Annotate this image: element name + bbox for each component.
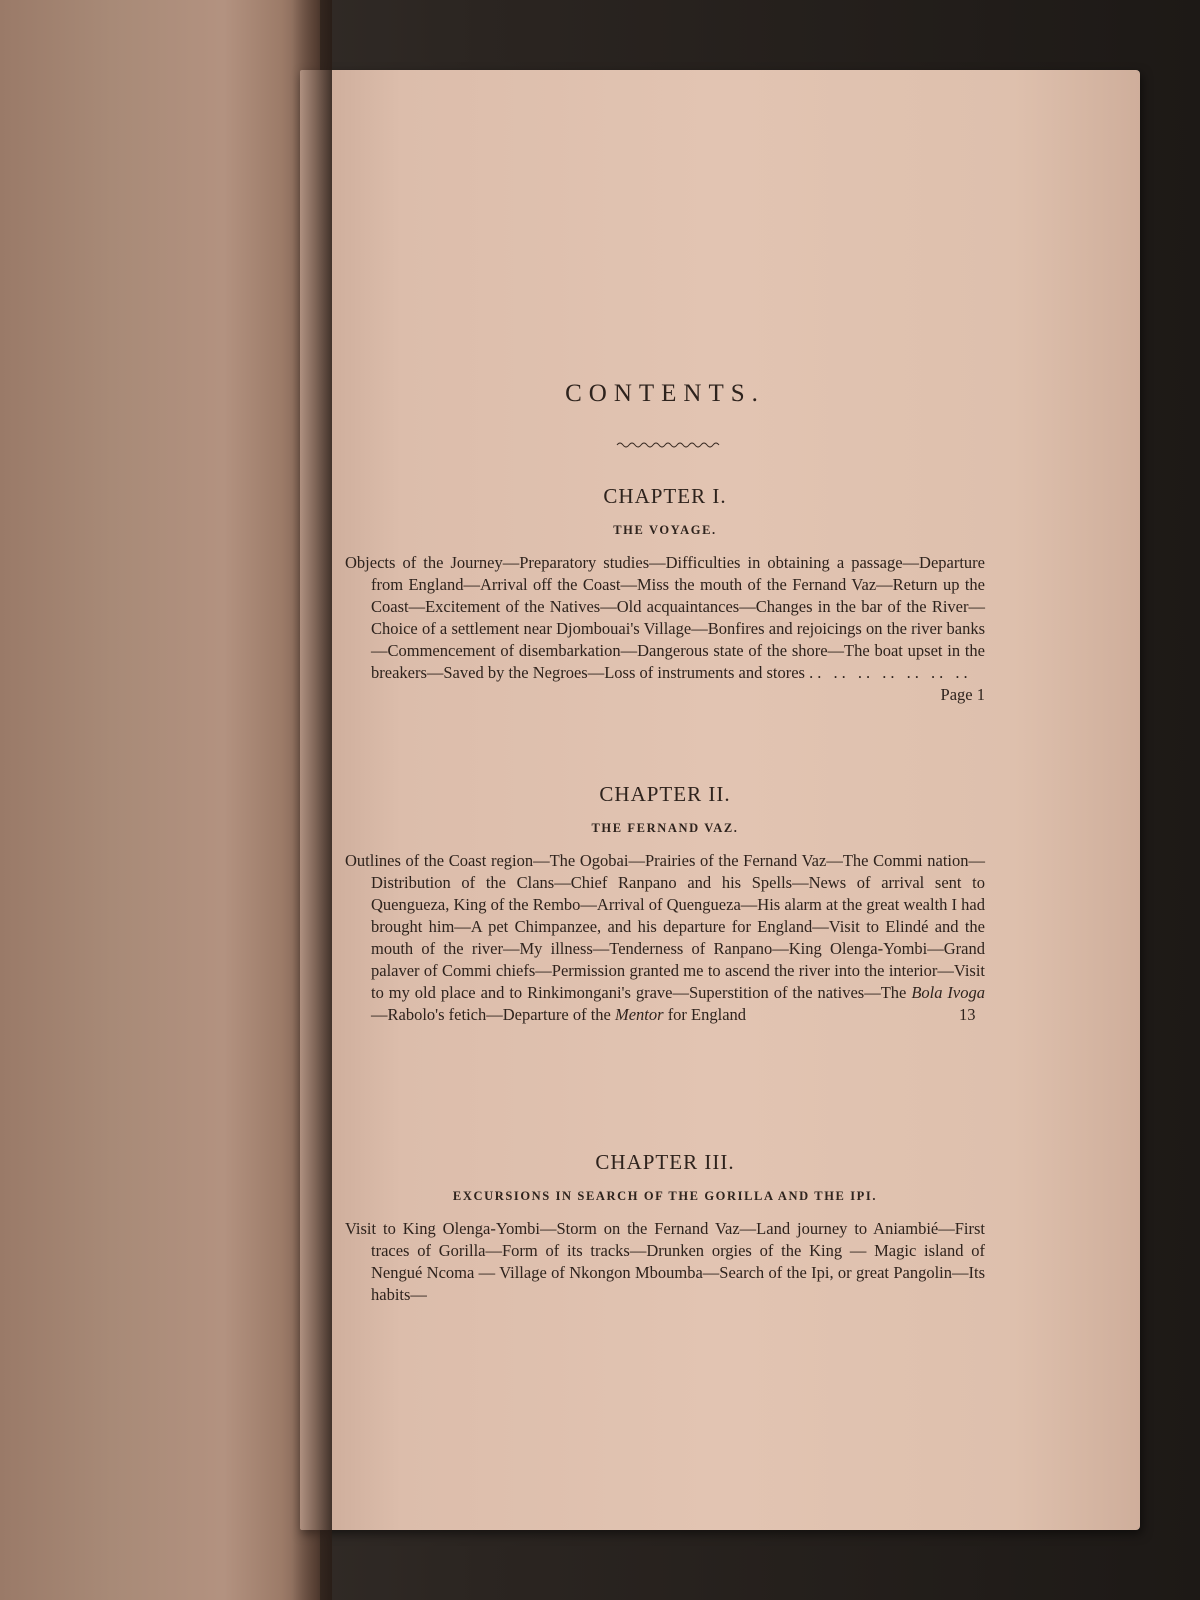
summary-text: Visit to King Olenga-Yombi—Storm on the Fernand Vaz—Land journey to Aniambié—First traces of Gorilla—Form of its tracks—Drunken orgies of the King — Magic island of Nengué Ncoma — Village of Nkongon Mboumba—Search of the Ipi, or great Pangolin—Its habits— bbox=[345, 1219, 985, 1304]
summary-text: for England bbox=[663, 1005, 747, 1024]
flourish-ornament bbox=[615, 438, 725, 452]
chapter-number: CHAPTER I. bbox=[603, 484, 727, 508]
chapter-subtitle: EXCURSIONS IN SEARCH OF THE GORILLA AND THE IPI. bbox=[452, 1189, 878, 1203]
left-page bbox=[0, 0, 320, 1600]
chapter-3 bbox=[345, 1150, 985, 1306]
italic-title: Bola Ivoga bbox=[911, 983, 986, 1002]
chapter-subtitle: THE FERNAND VAZ. bbox=[591, 821, 739, 835]
chapter-number: CHAPTER III. bbox=[595, 1150, 735, 1174]
summary-text: Objects of the Journey—Preparatory studies—Difficulties in obtaining a passage—Departure from England—Arrival off the Coast—Miss the mouth of the Fernand Vaz—Return up the Coast—Excitement of the Natives—Old acquaintances—Changes in the bar of the River—Choice of a settlement near Djombouai's Village—Bonfires and rejoicings on the river banks—Commencement of disembarkation—Dangerous state of the shore—The boat upset in the breakers—Saved by the Negroes—Loss of instruments and stores bbox=[345, 553, 985, 682]
page-title: CONTENTS. bbox=[565, 380, 765, 407]
chapter-summary bbox=[345, 1218, 985, 1306]
page-number: Page 1 bbox=[940, 685, 985, 704]
book-gutter bbox=[292, 0, 332, 1600]
chapter-1 bbox=[345, 484, 985, 706]
chapter-2 bbox=[345, 782, 985, 1026]
dot-leaders: .. .. .. .. .. .. .. bbox=[809, 663, 972, 682]
summary-text: Outlines of the Coast region—The Ogobai—Prairies of the Fernand Vaz—The Commi nation—Distribution of the Clans—Chief Ranpano and his Spells—News of arrival sent to Quengueza, King of the Rembo—Arrival of Quengueza—His alarm at the great wealth I had brought him—A pet Chimpanzee, and his departure for England—Visit to Elindé and the mouth of the river—My illness—Tenderness of Ranpano—King Olenga-Yombi—Grand palaver of Commi chiefs—Permission granted me to ascend the river into the interior—Visit to my old place and to Rinkimongani's grave—Superstition of the natives—The bbox=[345, 851, 985, 1002]
chapter-subtitle: THE VOYAGE. bbox=[613, 523, 717, 537]
chapter-summary bbox=[345, 552, 985, 704]
italic-title: Mentor bbox=[614, 1005, 664, 1024]
summary-text: —Rabolo's fetich—Departure of the bbox=[371, 1005, 615, 1024]
chapter-summary: Outlines of the Coast region—The Ogobai—Prairies of the Fernand Vaz—The Commi nation—Distribution of the Clans—Chief Ranpano and his Spells—News of arrival sent to Quengueza, King of the Rembo—Arrival of Quengueza—His alarm at the great wealth I had brought him—A pet Chimpanzee, and his departure for England—Visit to Elindé and the mouth of the river—My illness—Tenderness of Ranpano—King Olenga-Yombi—Grand palaver of Commi chiefs—Permission granted me to ascend the river into the interior—Visit to my old place and to Rinkimongani's grave—Superstition of the natives—The Bola Ivoga—Rabolo's fetich—Departure of the Mentor for England 13 bbox=[345, 851, 986, 1024]
chapter-number: CHAPTER II. bbox=[599, 782, 731, 806]
